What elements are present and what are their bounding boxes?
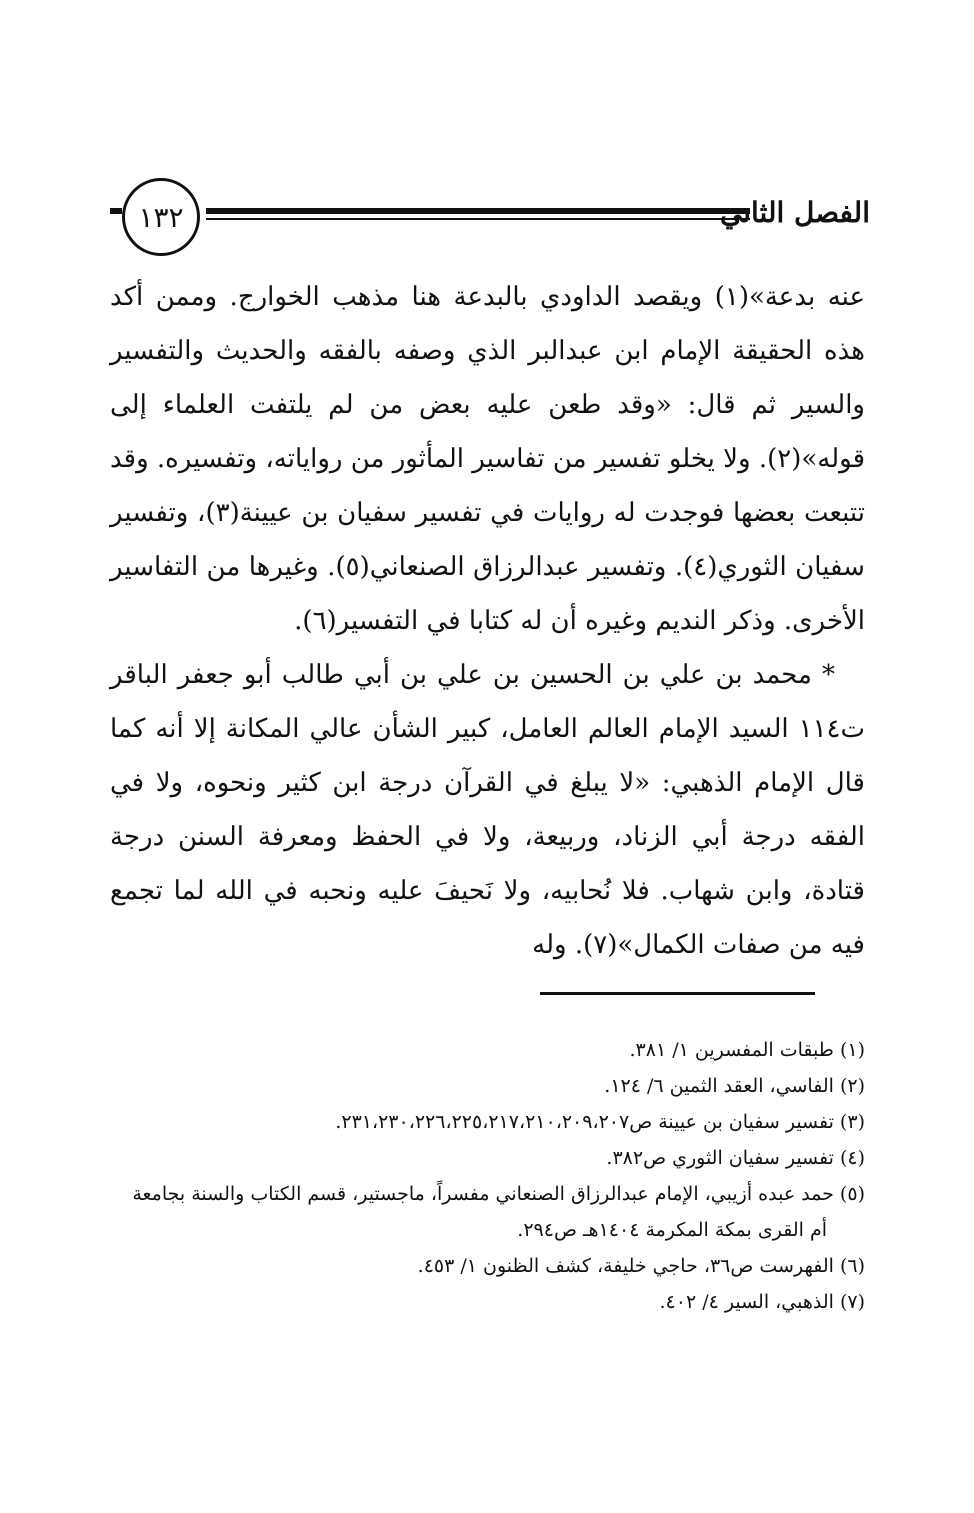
header-rule	[206, 208, 750, 224]
chapter-title: الفصل الثاني	[719, 196, 870, 229]
page-number-badge	[122, 178, 200, 256]
footnotes	[110, 1032, 865, 1320]
header-rule-thick	[206, 208, 750, 214]
footnote-7: (٧) الذهبي، السير ٤/ ٤٠٢.	[659, 1291, 865, 1313]
footnote-4: (٤) تفسير سفيان الثوري ص٣٨٢.	[606, 1147, 865, 1169]
page-number: ١٣٢	[138, 200, 184, 234]
footnote-6: (٦) الفهرست ص٣٦، حاجي خليفة، كشف الظنون ١/ ٤٥٣.	[417, 1255, 865, 1277]
footnote-1: (١) طبقات المفسرين ١/ ٣٨١.	[629, 1039, 865, 1061]
header-rule-stub	[110, 208, 122, 214]
main-text	[110, 270, 865, 972]
footnote-2: (٢) الفاسي، العقد الثمين ٦/ ١٢٤.	[604, 1075, 865, 1097]
paragraph-continuation: عنه بدعة»(١) ويقصد الداودي بالبدعة هنا مذهب الخوارج. وممن أكد هذه الحقيقة الإمام ابن عبدالبر الذي وصفه بالفقه والحديث والتفسير والسير ثم قال: «وقد طعن عليه بعض من لم يلتفت العلماء إلى قوله»(٢). ولا يخلو تفسير من تفاسير المأثور من رواياته، وتفسيره. وقد تتبعت بعضها فوجدت له روايات في تفسير سفيان بن عيينة(٣)، وتفسير سفيان الثوري(٤). وتفسير عبدالرزاق الصنعاني(٥). وغيرها من التفاسير الأخرى. وذكر النديم وغيره أن له كتابا في التفسير(٦).	[110, 282, 865, 636]
paragraph-entry-al-baqir: * محمد بن علي بن الحسين بن علي بن أبي طالب أبو جعفر الباقر ت١١٤ السيد الإمام العالم العامل، كبير الشأن عالي المكانة إلا أنه كما قال الإمام الذهبي: «لا يبلغ في القرآن درجة ابن كثير ونحوه، ولا في الفقه درجة أبي الزناد، وربيعة، ولا في الحفظ ومعرفة السنن درجة قتادة، وابن شهاب. فلا نُحابيه، ولا نَحيفَ عليه ونحبه في الله لما تجمع فيه من صفات الكمال»(٧). وله	[110, 660, 865, 960]
footnote-3: (٣) تفسير سفيان بن عيينة ص٢٣١،٢٣٠،٢٢٦،٢٢٥،٢١٧،٢١٠،٢٠٩،٢٠٧.	[335, 1111, 865, 1133]
header-rule-thin	[206, 218, 750, 220]
footnote-5: (٥) حمد عبده أزيبي، الإمام عبدالرزاق الصنعاني مفسراً، ماجستير، قسم الكتاب والسنة بجامعة أم القرى بمكة المكرمة ١٤٠٤هـ ص٢٩٤.	[132, 1183, 865, 1241]
footnote-separator	[540, 992, 815, 995]
page-header	[110, 178, 870, 258]
